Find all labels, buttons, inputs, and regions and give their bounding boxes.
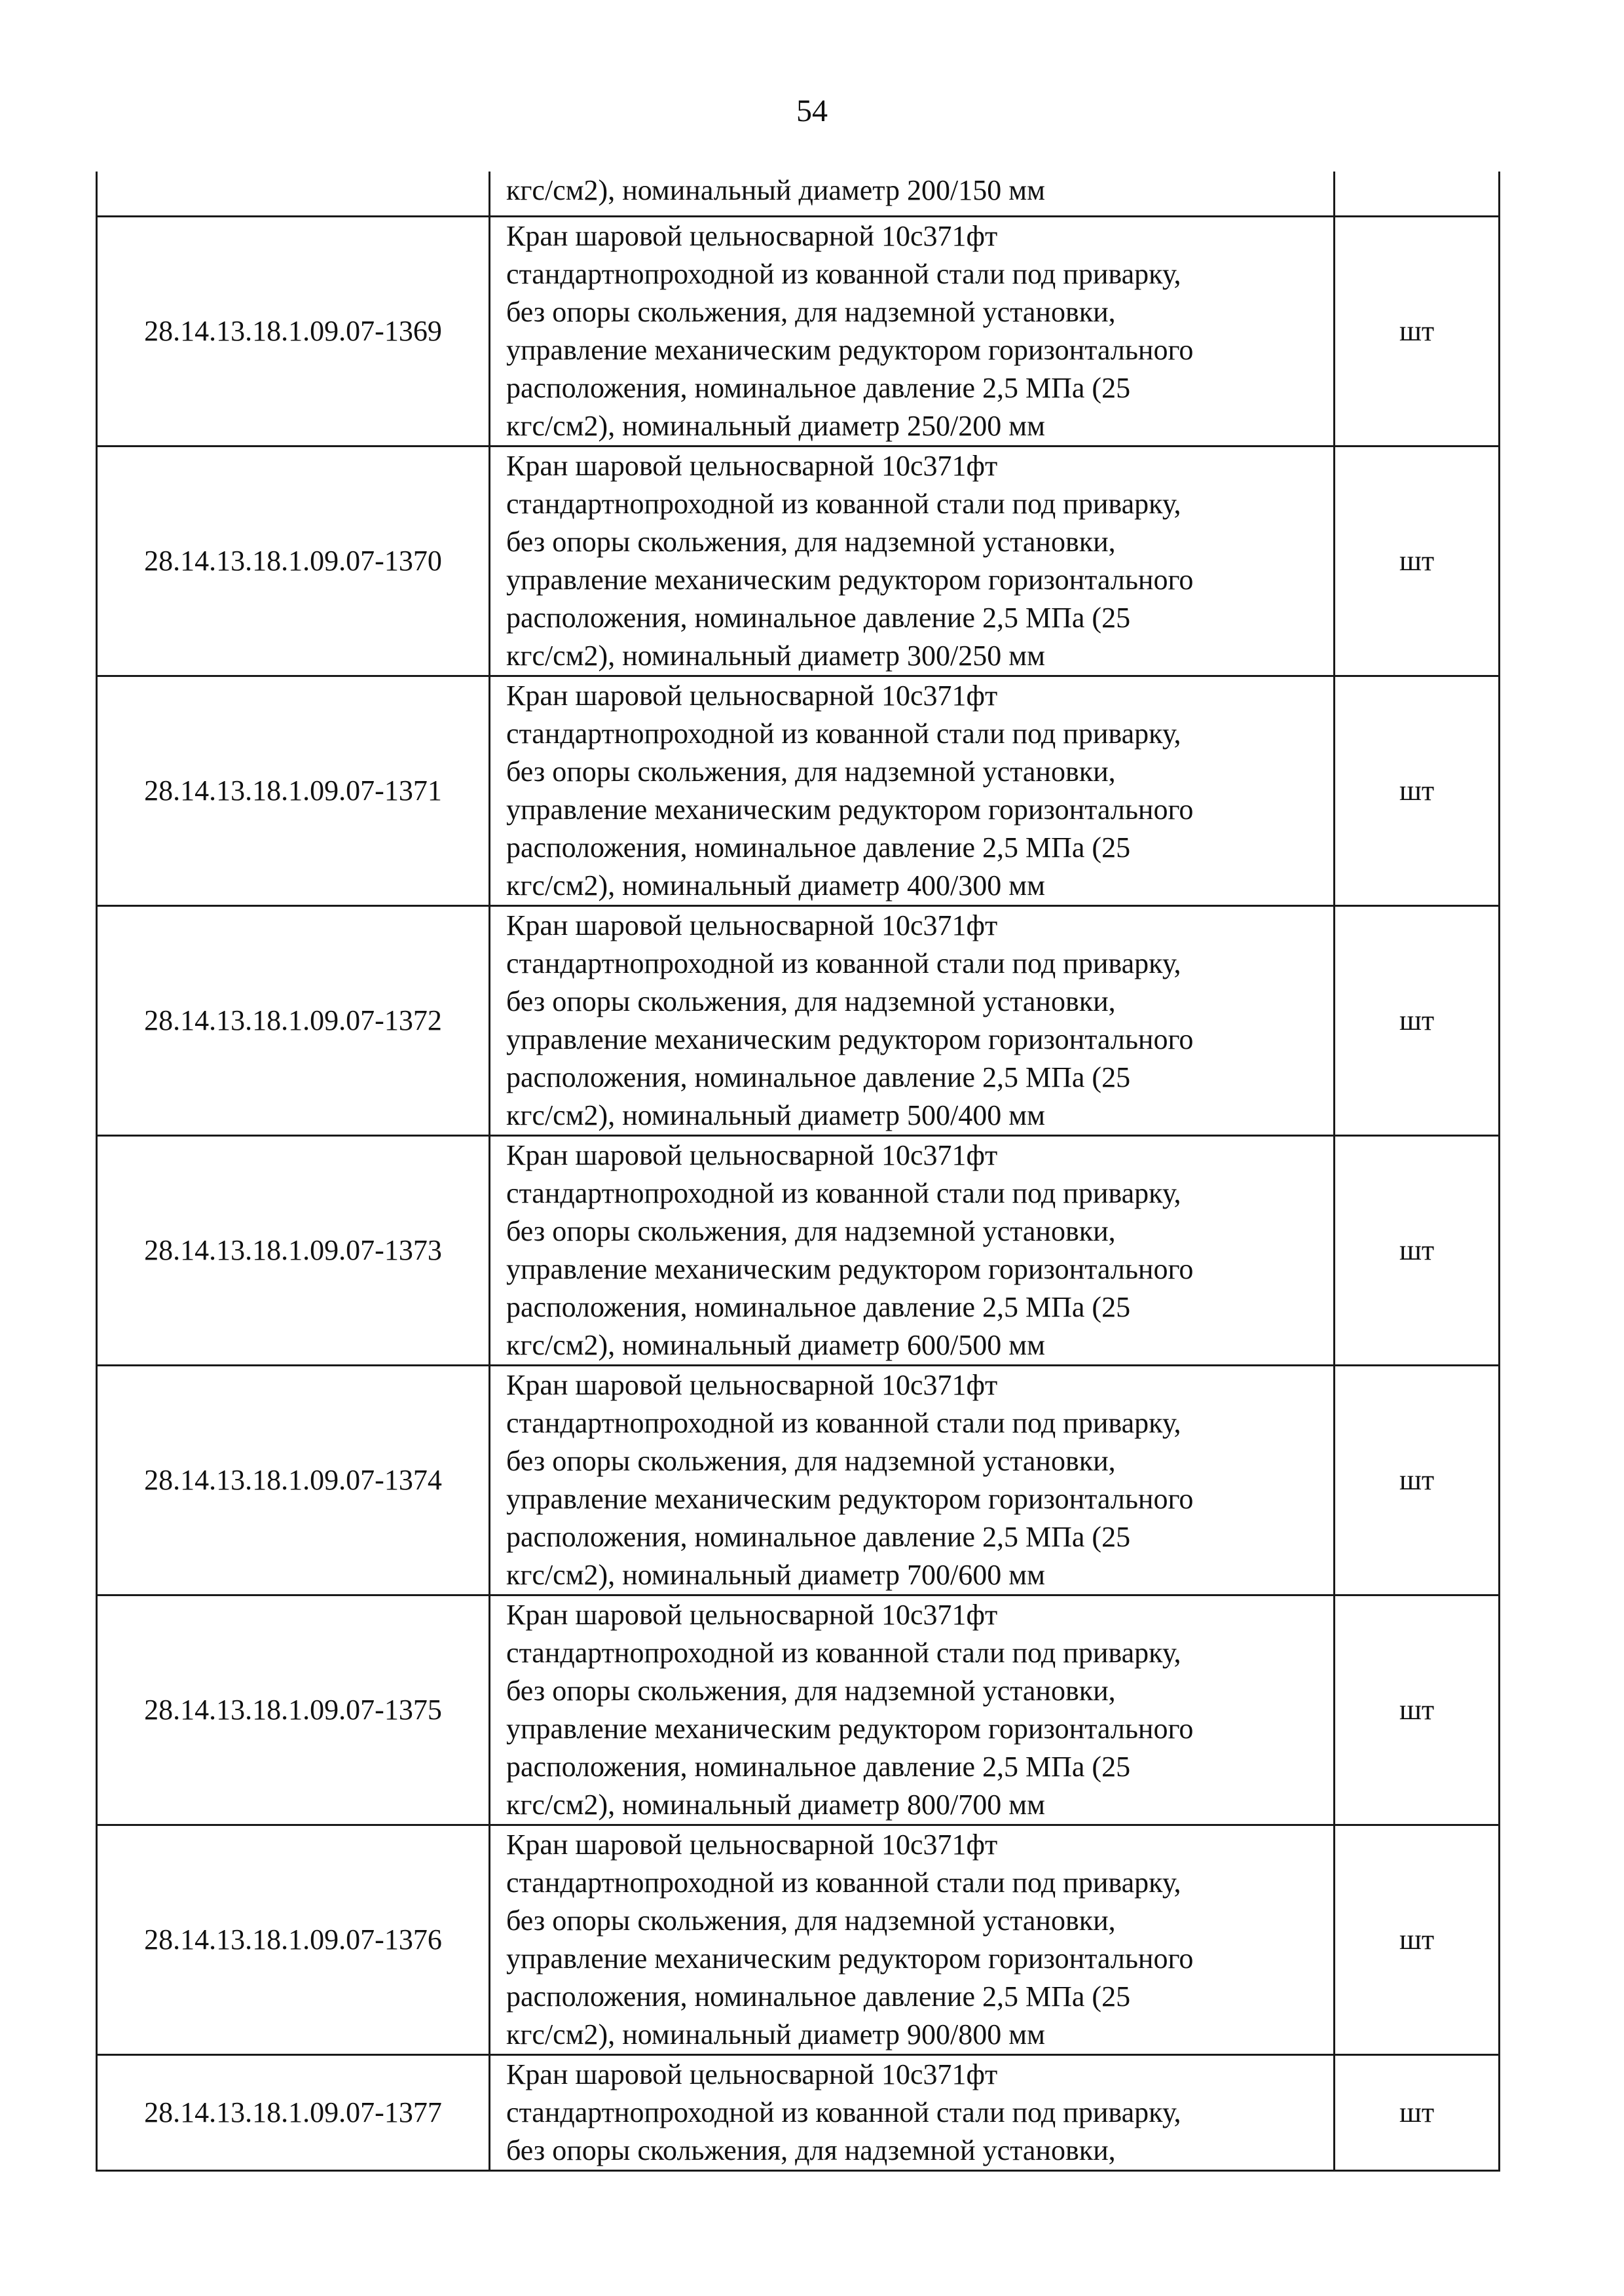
page-number: 54 (796, 94, 828, 128)
description-cell (490, 1825, 1335, 2054)
description-line: стандартнопроходной из кованной стали под приварку, (506, 1406, 1181, 1439)
description-line: Кран шаровой цельносварной 10с371фт (506, 1828, 998, 1861)
description-line: кгс/см2), номинальный диаметр 200/150 мм (506, 174, 1045, 206)
code-cell: 28.14.13.18.1.09.07-1373 (97, 1135, 490, 1365)
code-cell: 28.14.13.18.1.09.07-1375 (97, 1595, 490, 1825)
specification-table (96, 172, 1500, 2172)
description-line: стандартнопроходной из кованной стали под приварку, (506, 1176, 1181, 1209)
unit-cell: шт (1335, 1135, 1500, 1365)
description-line: Кран шаровой цельносварной 10с371фт (506, 679, 998, 712)
description-line: расположения, номинальное давление 2,5 МПа (25 (506, 1290, 1131, 1323)
description-line: расположения, номинальное давление 2,5 МПа (25 (506, 1520, 1131, 1553)
description-line: Кран шаровой цельносварной 10с371фт (506, 219, 998, 252)
description-line: без опоры скольжения, для надземной установки, (506, 295, 1116, 328)
description-line: без опоры скольжения, для надземной установки, (506, 2134, 1116, 2166)
code-cell (97, 172, 490, 216)
description-cell (490, 676, 1335, 905)
table-row (97, 216, 1500, 446)
description-line: стандартнопроходной из кованной стали под приварку, (506, 717, 1181, 750)
description-line: управление механическим редуктором горизонтального (506, 1482, 1194, 1515)
description-line: без опоры скольжения, для надземной установки, (506, 1904, 1116, 1937)
unit-cell: шт (1335, 676, 1500, 905)
description-line: без опоры скольжения, для надземной установки, (506, 1444, 1116, 1477)
description-line: расположения, номинальное давление 2,5 МПа (25 (506, 1061, 1131, 1093)
description-cell (490, 1135, 1335, 1365)
code-cell: 28.14.13.18.1.09.07-1377 (97, 2054, 490, 2170)
description-line: управление механическим редуктором горизонтального (506, 563, 1194, 596)
description-line: расположения, номинальное давление 2,5 МПа (25 (506, 1750, 1131, 1783)
unit-cell (1335, 172, 1500, 216)
description-line: кгс/см2), номинальный диаметр 800/700 мм (506, 1788, 1045, 1821)
description-cell (490, 172, 1335, 216)
description-line: кгс/см2), номинальный диаметр 300/250 мм (506, 639, 1045, 672)
description-line: стандартнопроходной из кованной стали под приварку, (506, 257, 1181, 290)
description-line: без опоры скольжения, для надземной установки, (506, 1214, 1116, 1247)
code-cell: 28.14.13.18.1.09.07-1371 (97, 676, 490, 905)
description-line: Кран шаровой цельносварной 10с371фт (506, 2058, 998, 2090)
description-line: управление механическим редуктором горизонтального (506, 1023, 1194, 1055)
description-line: Кран шаровой цельносварной 10с371фт (506, 1139, 998, 1171)
description-line: управление механическим редуктором горизонтального (506, 1712, 1194, 1745)
description-line: стандартнопроходной из кованной стали под приварку, (506, 487, 1181, 520)
description-line: без опоры скольжения, для надземной установки, (506, 985, 1116, 1017)
description-line: управление механическим редуктором горизонтального (506, 333, 1194, 366)
description-cell (490, 905, 1335, 1135)
table-row (97, 676, 1500, 905)
table-row (97, 446, 1500, 676)
description-line: стандартнопроходной из кованной стали под приварку, (506, 947, 1181, 979)
description-cell (490, 216, 1335, 446)
description-line: кгс/см2), номинальный диаметр 700/600 мм (506, 1558, 1045, 1591)
table-row (97, 1825, 1500, 2054)
description-line: Кран шаровой цельносварной 10с371фт (506, 1368, 998, 1401)
description-line: стандартнопроходной из кованной стали под приварку, (506, 1866, 1181, 1899)
description-line: управление механическим редуктором горизонтального (506, 1252, 1194, 1285)
unit-cell: шт (1335, 1825, 1500, 2054)
unit-cell: шт (1335, 2054, 1500, 2170)
table-row (97, 2054, 1500, 2170)
table-row (97, 905, 1500, 1135)
description-line: расположения, номинальное давление 2,5 МПа (25 (506, 831, 1131, 864)
unit-cell: шт (1335, 216, 1500, 446)
description-line: без опоры скольжения, для надземной установки, (506, 525, 1116, 558)
description-line: Кран шаровой цельносварной 10с371фт (506, 909, 998, 941)
unit-cell: шт (1335, 446, 1500, 676)
description-line: расположения, номинальное давление 2,5 МПа (25 (506, 601, 1131, 634)
description-line: кгс/см2), номинальный диаметр 400/300 мм (506, 869, 1045, 902)
description-line: без опоры скольжения, для надземной установки, (506, 755, 1116, 788)
description-line: кгс/см2), номинальный диаметр 600/500 мм (506, 1328, 1045, 1361)
description-line: без опоры скольжения, для надземной установки, (506, 1674, 1116, 1707)
table-body (97, 172, 1500, 2170)
description-line: кгс/см2), номинальный диаметр 250/200 мм (506, 409, 1045, 442)
code-cell: 28.14.13.18.1.09.07-1369 (97, 216, 490, 446)
description-line: стандартнопроходной из кованной стали под приварку, (506, 1636, 1181, 1669)
description-cell (490, 446, 1335, 676)
unit-cell: шт (1335, 1595, 1500, 1825)
unit-cell: шт (1335, 905, 1500, 1135)
description-cell (490, 1595, 1335, 1825)
description-line: кгс/см2), номинальный диаметр 900/800 мм (506, 2018, 1045, 2050)
description-cell (490, 2054, 1335, 2170)
description-line: кгс/см2), номинальный диаметр 500/400 мм (506, 1099, 1045, 1131)
code-cell: 28.14.13.18.1.09.07-1370 (97, 446, 490, 676)
table-row (97, 1595, 1500, 1825)
description-line: расположения, номинальное давление 2,5 МПа (25 (506, 371, 1131, 404)
table-row (97, 1365, 1500, 1595)
description-line: расположения, номинальное давление 2,5 МПа (25 (506, 1980, 1131, 2013)
description-line: Кран шаровой цельносварной 10с371фт (506, 1598, 998, 1631)
description-cell (490, 1365, 1335, 1595)
description-line: управление механическим редуктором горизонтального (506, 1942, 1194, 1975)
code-cell: 28.14.13.18.1.09.07-1374 (97, 1365, 490, 1595)
code-cell: 28.14.13.18.1.09.07-1372 (97, 905, 490, 1135)
description-line: Кран шаровой цельносварной 10с371фт (506, 449, 998, 482)
table-row-continuation (97, 172, 1500, 216)
code-cell: 28.14.13.18.1.09.07-1376 (97, 1825, 490, 2054)
description-line: управление механическим редуктором горизонтального (506, 793, 1194, 826)
unit-cell: шт (1335, 1365, 1500, 1595)
table-row (97, 1135, 1500, 1365)
description-line: стандартнопроходной из кованной стали под приварку, (506, 2096, 1181, 2128)
